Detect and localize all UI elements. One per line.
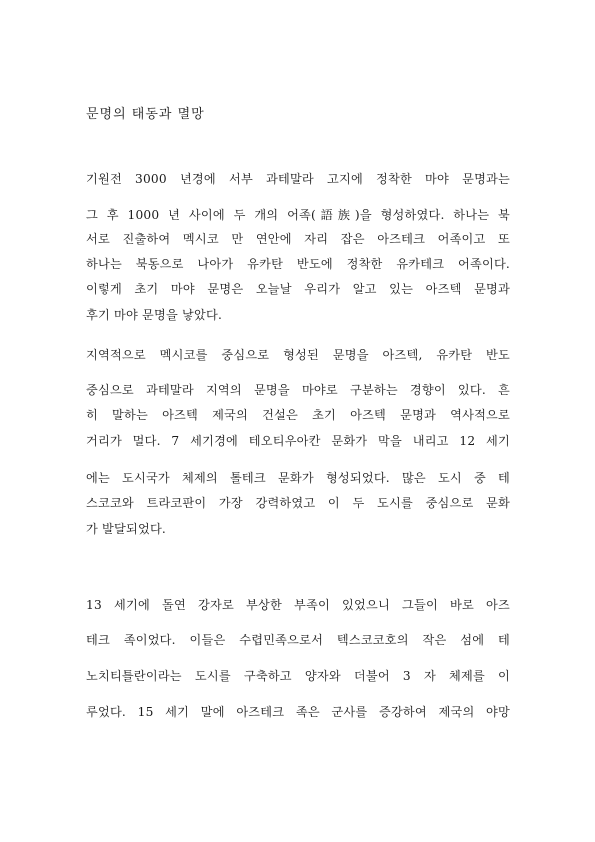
text-line: 히 말하는 아즈텍 제국의 건설은 초기 아즈텍 문명과 역사적으로 [86, 408, 510, 422]
text-line: 후기 마야 문명을 낳았다. [86, 308, 223, 322]
text-line: 루었다. 15 세기 말에 아즈테크 족은 군사를 증강하여 제국의 야망 [86, 705, 510, 719]
text-line: 노치티틀란이라는 도시를 구축하고 양자와 더불어 3 자 체제를 이 [86, 669, 510, 683]
text-line: 거리가 멀다. 7 세기경에 테오티우아칸 문화가 막을 내리고 12 세기 [86, 434, 510, 448]
text-line: 가 발달되었다. [86, 522, 166, 536]
text-line: 스코코와 트라코판이 가장 강력하였고 이 두 도시를 중심으로 문화 [86, 496, 510, 510]
text-line: 중심으로 과테말라 지역의 문명을 마야로 구분하는 경향이 있다. 흔 [86, 383, 510, 397]
text-line: 테크 족이었다. 이들은 수렵민족으로서 텍스코코호의 작은 섬에 테 [86, 633, 510, 647]
text-line: 에는 도시국가 체제의 톨테크 문화가 형성되었다. 많은 도시 중 테 [86, 471, 510, 485]
text-line: 이렇게 초기 마야 문명은 오늘날 우리가 알고 있는 아즈텍 문명과 [86, 282, 510, 296]
text-line: 서로 진출하여 멕시코 만 연안에 자리 잡은 아즈테크 어족이고 또 [86, 232, 510, 246]
text-line: 하나는 북동으로 나아가 유카탄 반도에 정착한 유카테크 어족이다. [86, 257, 510, 271]
text-line: 지역적으로 멕시코를 중심으로 형성된 문명을 아즈텍, 유카탄 반도 [86, 348, 510, 362]
text-line: 기원전 3000 년경에 서부 과테말라 고지에 정착한 마야 문명과는 [86, 172, 510, 186]
document-title: 문명의 태동과 멸망 [86, 107, 205, 122]
text-line: 그 후 1000 년 사이에 두 개의 어족(語族)을 형성하였다. 하나는 북 [86, 208, 510, 222]
text-line: 13 세기에 돌연 강자로 부상한 부족이 있었으니 그들이 바로 아즈 [86, 598, 510, 612]
